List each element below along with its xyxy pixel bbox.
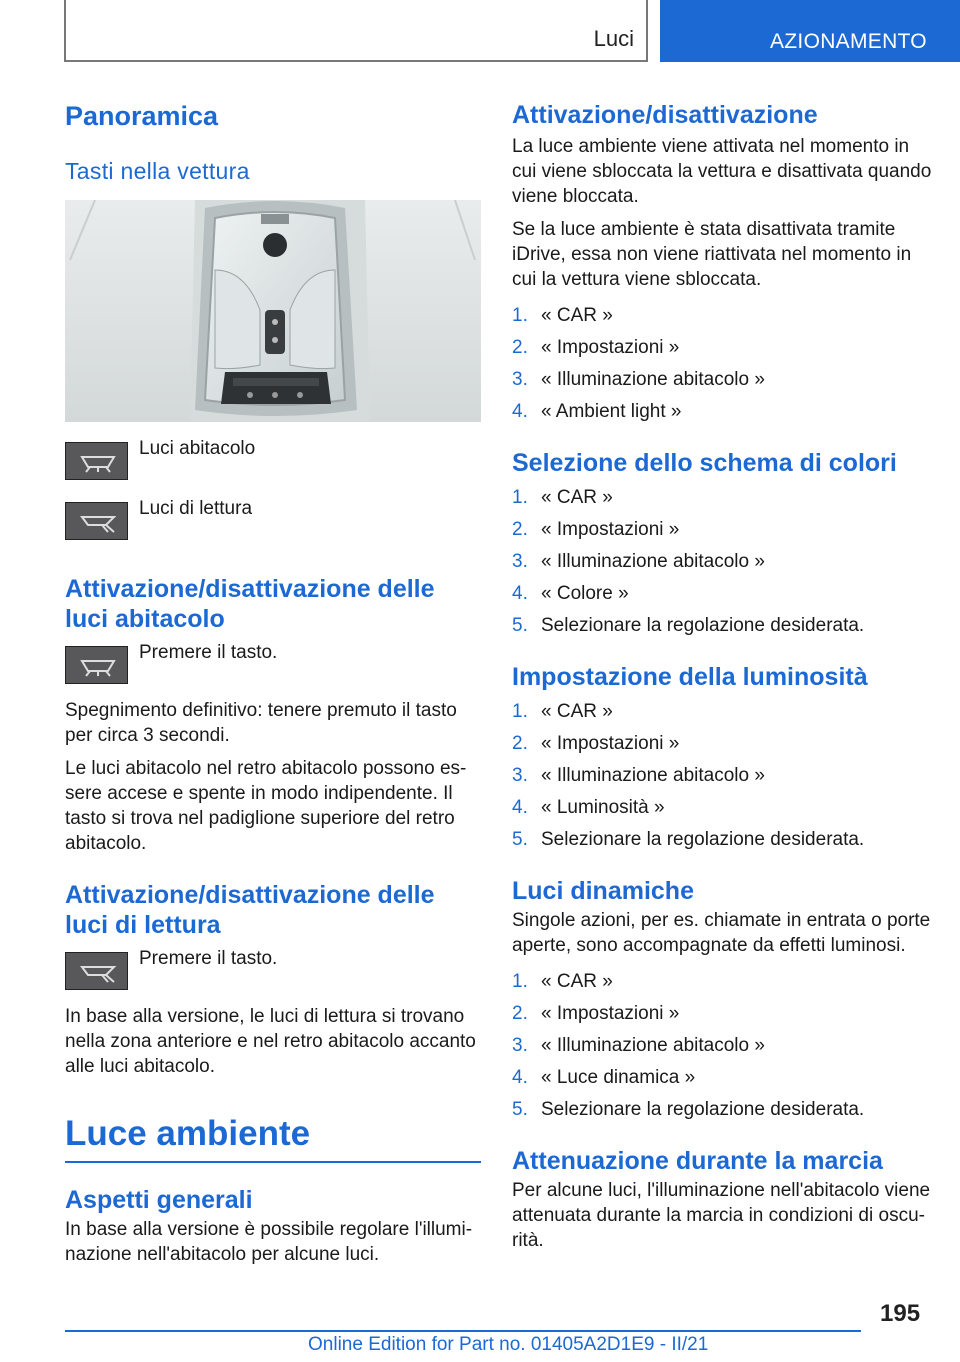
header-chapter-label: AZIONAMENTO [770, 30, 927, 53]
list-item: 3. « Illuminazione abitacolo » [512, 1035, 765, 1056]
list-item: 2. « Impostazioni » [512, 519, 680, 540]
activation-paragraph-2: Se la luce ambiente è stata disattivata tramite iDrive, essa non viene riattivata nel momento in cui la vettura viene sbloccata. [512, 219, 912, 290]
reading-light-button [65, 502, 128, 540]
list-item: 4. « Luce dinamica » [512, 1067, 696, 1088]
chapter-rule [65, 1161, 481, 1163]
general-paragraph: In base alla versione è possibile regolare l'illuminazione nell'abitacolo per alcune luci. [65, 1219, 473, 1265]
reading-light-button [65, 952, 128, 990]
interior-light-button [65, 646, 128, 684]
list-item: 4. « Luminosità » [512, 797, 665, 818]
dynamic-paragraph: Singole azioni, per es. chiamate in entrata o porte aperte, sono accompagnate da effetti luminosi. [512, 910, 931, 956]
list-item: 5. Selezionare la regolazione desiderata. [512, 615, 865, 636]
interior-light-icon [78, 451, 118, 473]
color-steps [512, 482, 932, 642]
reading-press-text: Premere il tasto. [139, 948, 278, 969]
list-item: 3. « Illuminazione abitacolo » [512, 765, 765, 786]
reading-lights-heading: Attivazione/disattivazione delle luci di lettura [65, 881, 435, 939]
chapter-title: Luce ambiente [65, 1114, 311, 1153]
section-title: Panoramica [65, 101, 219, 131]
list-item: 2. « Impostazioni » [512, 1003, 680, 1024]
list-item: 2. « Impostazioni » [512, 733, 680, 754]
reading-light-icon [78, 961, 118, 983]
header-section-box [64, 0, 648, 62]
list-item: 4. « Colore » [512, 583, 629, 604]
reading-press-row [65, 948, 481, 992]
activation-heading: Attivazione/disattivazione [512, 101, 818, 129]
color-heading: Selezione dello schema di colori [512, 449, 897, 477]
list-item: 1. « CAR » [512, 971, 613, 992]
interior-light-label: Luci abitacolo [139, 438, 256, 459]
footer-edition-text: Online Edition for Part no. 01405A2D1E9 - II/21 [308, 1334, 709, 1355]
list-item: 2. « Impostazioni » [512, 337, 680, 358]
footer-rule [65, 1330, 861, 1332]
interior-paragraph-1: Spegnimento definitivo: tenere premuto il tasto per circa 3 secondi. [65, 700, 457, 746]
dynamic-steps [512, 966, 932, 1126]
interior-press-text: Premere il tasto. [139, 642, 278, 663]
brightness-heading: Impostazione della luminosità [512, 663, 868, 691]
interior-paragraph-2: Le luci abitacolo nel retro abitacolo possono essere accese e spente in modo indipendente. Il tasto si trova nel padiglione superiore del retro abitacolo. [65, 758, 467, 854]
interior-light-icon [78, 655, 118, 677]
reading-paragraph-1: In base alla versione, le luci di lettura si trovano nella zona anteriore e nel retro abitacolo accanto alle luci abitacolo. [65, 1006, 476, 1077]
list-item: 3. « Illuminazione abitacolo » [512, 369, 765, 390]
header-chapter-tab [660, 0, 960, 62]
roof-console-photo [65, 200, 481, 422]
interior-press-row [65, 642, 481, 686]
general-heading: Aspetti generali [65, 1186, 253, 1214]
brightness-steps [512, 696, 932, 856]
button-legend-row [65, 498, 481, 542]
button-legend-row [65, 438, 481, 482]
left-column [65, 100, 481, 1267]
right-column [512, 100, 932, 1253]
list-item: 1. « CAR » [512, 305, 613, 326]
reading-light-icon [78, 511, 118, 533]
list-item: 5. Selezionare la regolazione desiderata. [512, 829, 865, 850]
subsection-title: Tasti nella vettura [65, 158, 250, 184]
dimming-paragraph: Per alcune luci, l'illuminazione nell'abitacolo viene attenuata durante la marcia in condizioni di oscurità. [512, 1180, 931, 1251]
activation-steps [512, 300, 932, 428]
activation-paragraph-1: La luce ambiente viene attivata nel momento in cui viene sbloccata la vettura e disattivata quando viene bloccata. [512, 136, 932, 207]
dimming-heading: Attenuazione durante la marcia [512, 1147, 883, 1175]
page-number: 195 [880, 1300, 921, 1327]
interior-lights-heading: Attivazione/disattivazione delle luci abitacolo [65, 575, 435, 633]
list-item: 1. « CAR » [512, 487, 613, 508]
list-item: 3. « Illuminazione abitacolo » [512, 551, 765, 572]
reading-light-label: Luci di lettura [139, 498, 253, 519]
list-item: 1. « CAR » [512, 701, 613, 722]
header-section-title: Luci [593, 26, 634, 51]
list-item: 5. Selezionare la regolazione desiderata. [512, 1099, 865, 1120]
interior-light-button [65, 442, 128, 480]
list-item: 4. « Ambient light » [512, 401, 682, 422]
dynamic-heading: Luci dinamiche [512, 877, 694, 905]
